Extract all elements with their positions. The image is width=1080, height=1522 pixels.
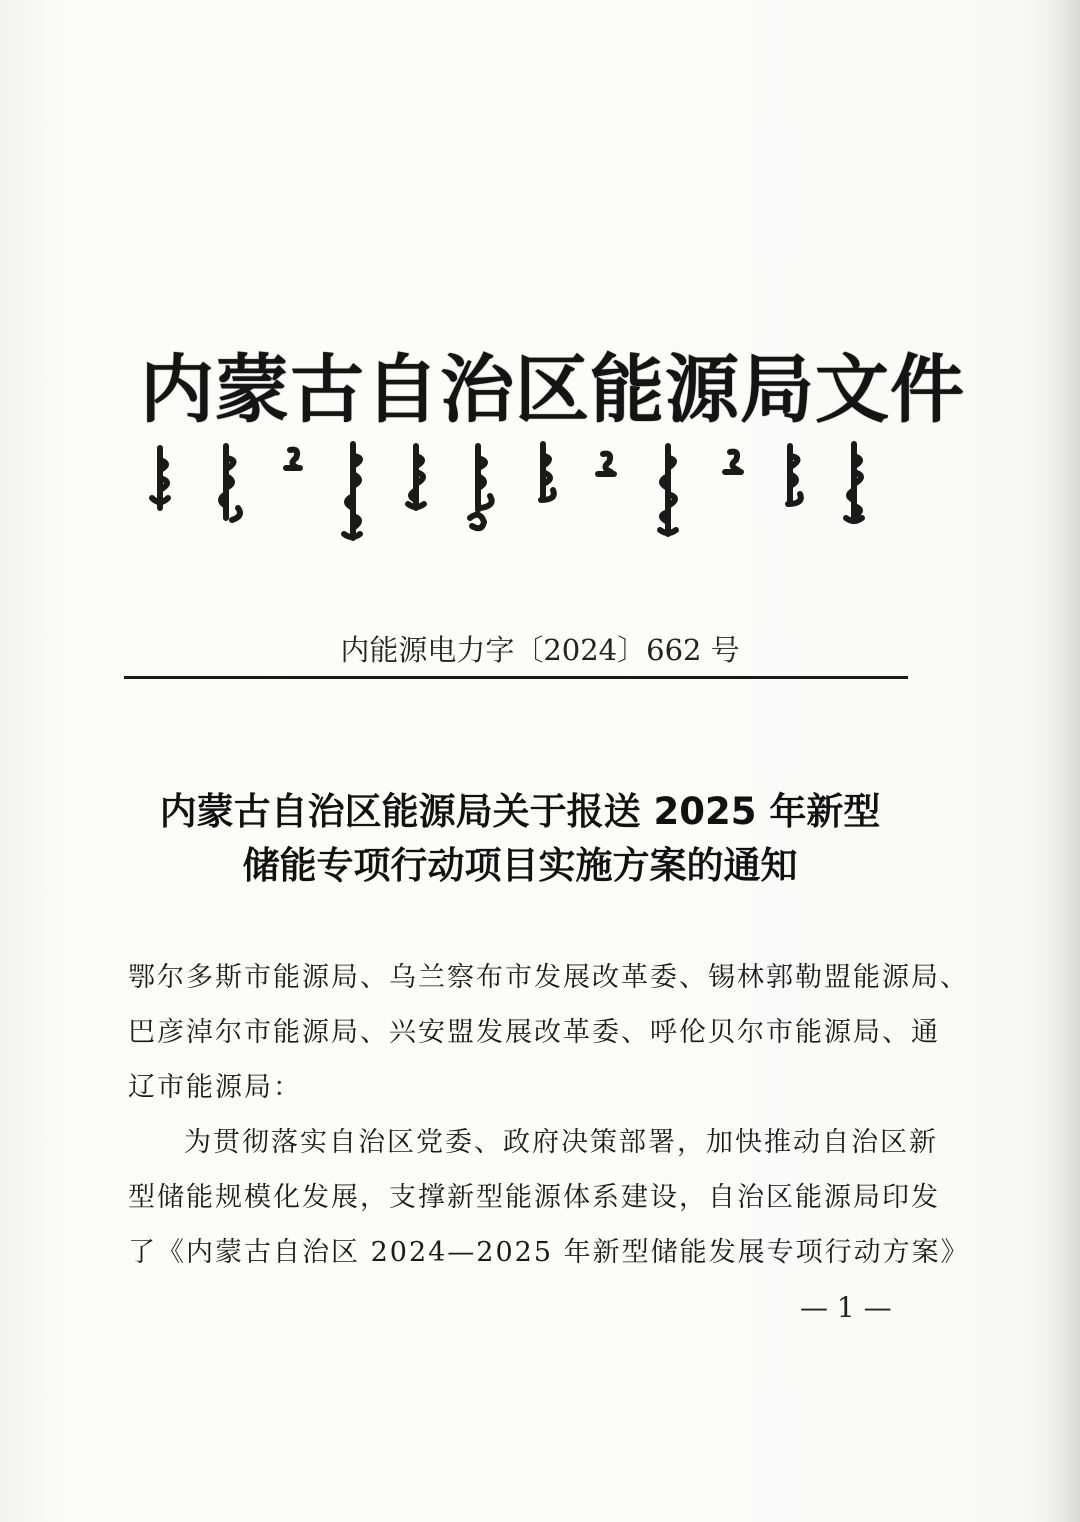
notice-title-line-1: 内蒙古自治区能源局关于报送 2025 年新型 bbox=[159, 790, 881, 833]
recipients-line-3: 辽市能源局： bbox=[128, 1072, 302, 1103]
page-number: — 1 — bbox=[800, 1291, 892, 1324]
paragraph-line-2: 型储能规模化发展，支撑新型能源体系建设，自治区能源局印发 bbox=[128, 1182, 940, 1213]
paragraph-line-3: 了《内蒙古自治区 2024—2025 年新型储能发展专项行动方案》 bbox=[128, 1237, 970, 1268]
recipients-line-1: 鄂尔多斯市能源局、乌兰察布市发展改革委、锡林郭勒盟能源局、 bbox=[128, 962, 969, 993]
mongolian-script-graphic bbox=[148, 438, 878, 548]
header-divider-line bbox=[124, 676, 908, 679]
mongolian-script-header bbox=[148, 438, 878, 548]
scan-shadow-edge bbox=[1046, 0, 1080, 1522]
paragraph-line-1: 为贯彻落实自治区党委、政府决策部署，加快推动自治区新 bbox=[184, 1127, 938, 1158]
recipients-line-2: 巴彦淖尔市能源局、兴安盟发展改革委、呼伦贝尔市能源局、通 bbox=[128, 1017, 940, 1048]
document-number: 内能源电力字〔2024〕662 号 bbox=[340, 633, 740, 667]
notice-body bbox=[128, 950, 970, 1280]
notice-title bbox=[110, 785, 930, 893]
notice-title-line-2: 储能专项行动项目实施方案的通知 bbox=[242, 844, 798, 887]
issuer-header-title: 内蒙古自治区能源局文件 bbox=[140, 347, 965, 433]
